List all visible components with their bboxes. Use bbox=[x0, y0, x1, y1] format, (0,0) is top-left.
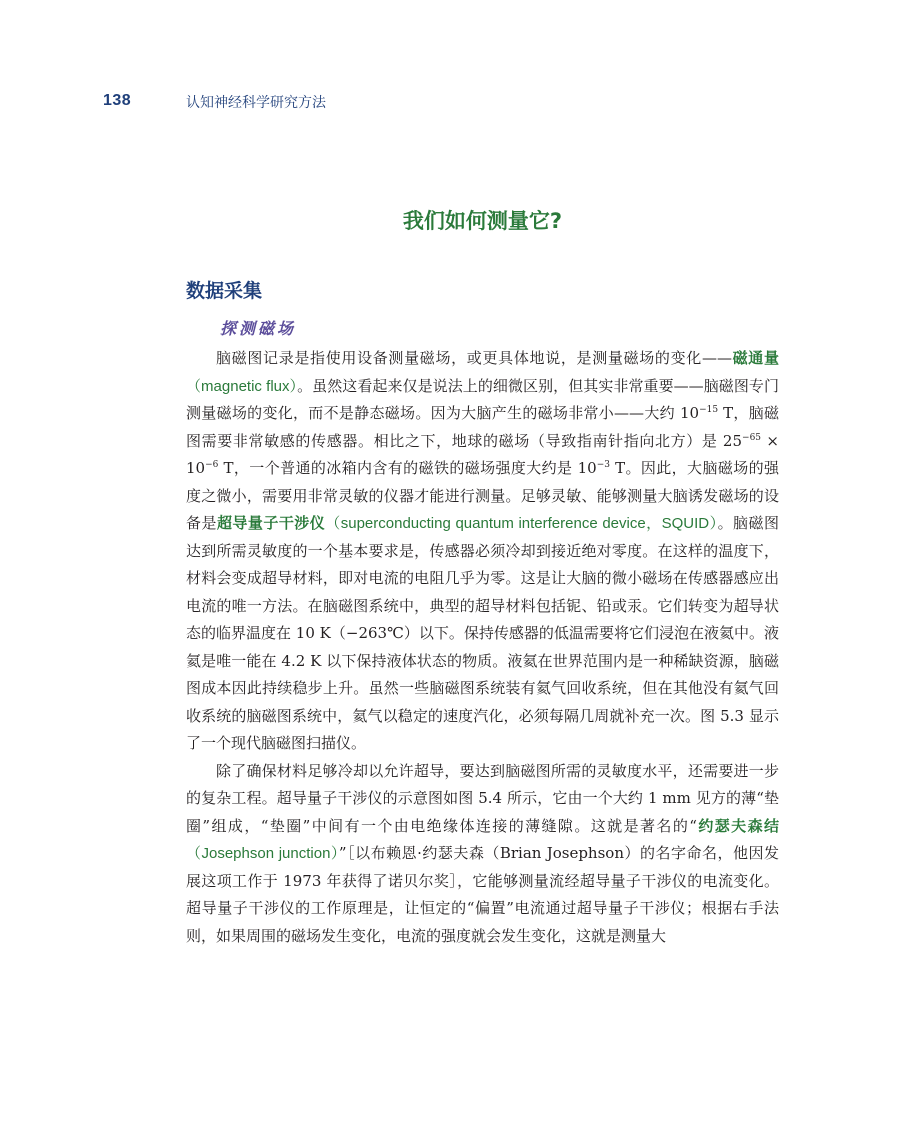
text-run: 脑磁图记录是指使用设备测量磁场，或更具体地说，是测量磁场的变化—— bbox=[216, 349, 732, 367]
subsection-heading: 探测磁场 bbox=[220, 319, 297, 338]
text-run: ”［以布赖恩·约瑟夫森（Brian Josephson）的名字命名，他因发展这项工作于 1973 年获得了诺贝尔奖］，它能够测量流经超导量子干涉仪的电流变化。超导量子干涉仪的工作原理是，让恒定的“偏置”电流通过超导量子干涉仪；根据右手法则，如果周围的磁场发生变化，电流的强度就会发生变化，这就是测量大 bbox=[186, 844, 779, 945]
paragraph-2 bbox=[186, 758, 779, 951]
key-term-squid: 超导量子干涉仪 bbox=[216, 514, 326, 532]
text-run: × 10 bbox=[186, 431, 780, 477]
key-term-josephson-junction-english: （Josephson junction） bbox=[186, 845, 339, 862]
section-heading: 数据采集 bbox=[186, 280, 263, 302]
text-run: T，一个普通的冰箱内含有的磁铁的磁场强度大约是 10 bbox=[218, 459, 597, 477]
page-number: 138 bbox=[103, 92, 132, 109]
body-text bbox=[186, 345, 779, 950]
text-run: 。虽然这看起来仅是说法上的细微区别，但其实非常重要——脑磁图专门测量磁场的变化，而不是静态磁场。因为大脑产生的磁场非常小——大约 10 bbox=[186, 376, 779, 422]
text-run: 。脑磁图达到所需灵敏度的一个基本要求是，传感器必须冷却到接近绝对零度。在这样的温度下，材料会变成超导材料，即对电流的电阻几乎为零。这是让大脑的微小磁场在传感器感应出电流的唯一方法。在脑磁图系统中，典型的超导材料包括铌、铅或汞。它们转变为超导状态的临界温度在 10 K（−263℃）以下。保持传感器的低温需要将它们浸泡在液氦中。液氦是唯一能在 4.2 K 以下保持液体状态的物质。液氦在世界范围内是一种稀缺资源，脑磁图成本因此持续稳步上升。虽然一些脑磁图系统装有氦气回收系统，但在其他没有氦气回收系统的脑磁图系统中，氦气以稳定的速度汽化，必须每隔几周就补充一次。图 5.3 显示了一个现代脑磁图扫描仪。 bbox=[186, 514, 779, 752]
key-term-magnetic-flux-english: （magnetic flux） bbox=[186, 377, 298, 395]
key-term-magnetic-flux: 磁通量 bbox=[731, 349, 779, 367]
text-run: 除了确保材料足够冷却以允许超导，要达到脑磁图所需的灵敏度水平，还需要进一步的复杂工程。超导量子干涉仪的示意图如图 5.4 所示，它由一个大约 1 mm 见方的薄“垫圈”组成，“垫圈”中间有一个由电绝缘体连接的薄缝隙。这就是著名的“ bbox=[186, 761, 779, 835]
running-header-title: 认知神经科学研究方法 bbox=[186, 95, 326, 111]
chapter-heading: 我们如何测量它? bbox=[402, 209, 563, 233]
key-term-josephson-junction: 约瑟夫森结 bbox=[696, 816, 779, 835]
exponent: −3 bbox=[596, 460, 610, 470]
exponent: −15 bbox=[699, 405, 719, 415]
text-run: T，脑磁图需要非常敏感的传感器。相比之下，地球的磁场（导致指南针指向北方）是 25 bbox=[186, 404, 780, 450]
paragraph-1 bbox=[186, 345, 779, 758]
text-run: T。因此，大脑磁场的强度之微小，需要用非常灵敏的仪器才能进行测量。足够灵敏、能够测量大脑诱发磁场的设备是 bbox=[186, 459, 779, 532]
exponent: −6 bbox=[205, 460, 219, 470]
exponent: −65 bbox=[742, 432, 762, 443]
key-term-squid-english: （superconducting quantum interference device，SQUID） bbox=[325, 515, 718, 532]
